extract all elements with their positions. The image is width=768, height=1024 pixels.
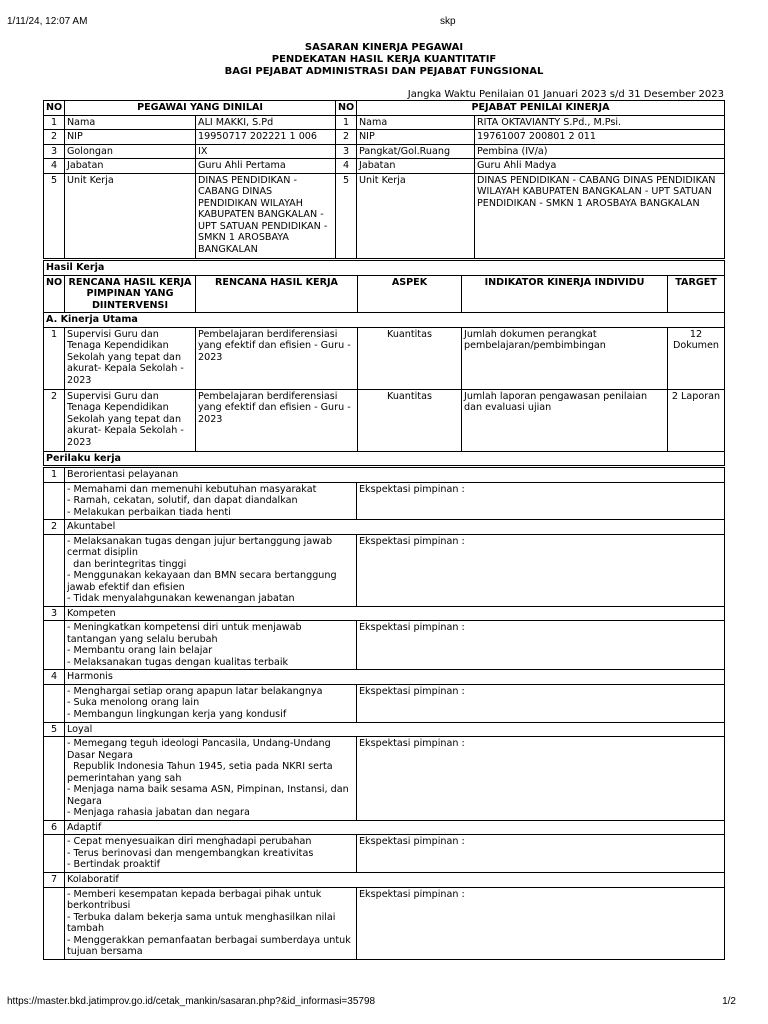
- perilaku-indicator-line: Republik Indonesia Tahun 1945, setia pada NKRI serta pemerintahan yang sah: [67, 761, 336, 784]
- perilaku-title-row: [44, 606, 725, 621]
- perilaku-blank-cell: [44, 887, 65, 959]
- row-no-2: 2: [336, 130, 357, 145]
- header-no: NO: [44, 101, 65, 116]
- row-rencana-pimpinan: Supervisi Guru dan Tenaga Kependidikan Sekolah yang tepat dan akurat- Kepala Sekolah - 2023: [65, 327, 196, 389]
- row-value: DINAS PENDIDIKAN - CABANG DINAS PENDIDIKAN WILAYAH KABUPATEN BANGKALAN - UPT SATUAN PENDIDIKAN - SMKN 1 AROSBAYA BANGKALAN: [196, 173, 336, 258]
- identity-header-row: [44, 101, 725, 116]
- row-no-2: 1: [336, 115, 357, 130]
- title-line-1: SASARAN KINERJA PEGAWAI: [304, 42, 464, 53]
- header-no-2: NO: [336, 101, 357, 116]
- perilaku-no: 4: [44, 670, 65, 685]
- row-value: 19950717 202221 1 006: [196, 130, 336, 145]
- row-value: IX: [196, 144, 336, 159]
- perilaku-indicator-line: - Terus berinovasi dan mengembangkan kreativitas: [67, 847, 314, 859]
- perilaku-title-row: [44, 873, 725, 888]
- perilaku-indicator-line: - Bertindak proaktif: [67, 859, 160, 870]
- row-value-2: 19761007 200801 2 011: [475, 130, 725, 145]
- perilaku-detail-row: [44, 534, 725, 606]
- row-label: NIP: [65, 130, 196, 145]
- perilaku-detail-row: [44, 482, 725, 520]
- perilaku-indicator-line: - Menghargai setiap orang apapun latar belakangnya: [67, 685, 323, 697]
- row-target: 2 Laporan: [668, 389, 725, 451]
- perilaku-blank-cell: [44, 737, 65, 821]
- perilaku-title: Adaptif: [65, 820, 725, 835]
- perilaku-indicators: [65, 737, 357, 821]
- perilaku-title: Kompeten: [65, 606, 725, 621]
- header-no: NO: [44, 275, 65, 313]
- perilaku-title: Akuntabel: [65, 520, 725, 535]
- print-page-title: skp: [440, 16, 456, 27]
- row-label-2: Jabatan: [357, 159, 475, 174]
- section-perilaku-kerja: Perilaku kerja: [44, 451, 725, 466]
- perilaku-indicator-line: - Tidak menyalahgunakan kewenangan jabatan: [67, 593, 295, 604]
- perilaku-title-row: [44, 820, 725, 835]
- ekspektasi-pimpinan: Ekspektasi pimpinan :: [357, 887, 725, 959]
- perilaku-detail-row: [44, 737, 725, 821]
- perilaku-blank-cell: [44, 684, 65, 722]
- header-penilai: PEJABAT PENILAI KINERJA: [357, 101, 725, 116]
- perilaku-blank-cell: [44, 534, 65, 606]
- row-label: Unit Kerja: [65, 173, 196, 258]
- perilaku-indicators: [65, 684, 357, 722]
- perilaku-no: 7: [44, 873, 65, 888]
- row-target: 12 Dokumen: [668, 327, 725, 389]
- identity-row: [44, 173, 725, 258]
- title-line-2: PENDEKATAN HASIL KERJA KUANTITATIF: [271, 54, 497, 65]
- row-no: 4: [44, 159, 65, 174]
- identity-table: [43, 100, 725, 259]
- header-indikator: INDIKATOR KINERJA INDIVIDU: [462, 275, 668, 313]
- perilaku-indicator-line: - Ramah, cekatan, solutif, dan dapat diandalkan: [67, 495, 298, 506]
- title-line-3: BAGI PEJABAT ADMINISTRASI DAN PEJABAT FUNGSIONAL: [224, 66, 544, 77]
- perilaku-indicators: [65, 482, 357, 520]
- perilaku-title: Berorientasi pelayanan: [65, 468, 725, 483]
- row-aspek: Kuantitas: [358, 389, 462, 451]
- assessment-period: Jangka Waktu Penilaian 01 Januari 2023 s/d 31 Desember 2023: [407, 89, 724, 100]
- row-indikator: Jumlah laporan pengawasan penilaian dan evaluasi ujian: [462, 389, 668, 451]
- ekspektasi-pimpinan: Ekspektasi pimpinan :: [357, 621, 725, 670]
- row-rencana: Pembelajaran berdiferensiasi yang efektif dan efisien - Guru - 2023: [196, 327, 358, 389]
- perilaku-indicator-line: - Membantu orang lain belajar: [67, 645, 213, 656]
- perilaku-blank-cell: [44, 482, 65, 520]
- row-value-2: Guru Ahli Madya: [475, 159, 725, 174]
- header-pegawai: PEGAWAI YANG DINILAI: [65, 101, 336, 116]
- header-aspek: ASPEK: [358, 275, 462, 313]
- perilaku-indicator-line: - Memahami dan memenuhi kebutuhan masyarakat: [67, 483, 317, 495]
- perilaku-indicator-line: - Menggunakan kekayaan dan BMN secara bertanggung jawab efektif dan efisien: [67, 570, 340, 593]
- row-no-2: 4: [336, 159, 357, 174]
- perilaku-title-row: [44, 722, 725, 737]
- row-value: Guru Ahli Pertama: [196, 159, 336, 174]
- perilaku-no: 6: [44, 820, 65, 835]
- perilaku-title-row: [44, 520, 725, 535]
- perilaku-detail-row: [44, 684, 725, 722]
- ekspektasi-pimpinan: Ekspektasi pimpinan :: [357, 737, 725, 821]
- perilaku-indicator-line: - Meningkatkan kompetensi diri untuk menjawab tantangan yang selalu berubah: [67, 622, 305, 645]
- row-value-2: Pembina (IV/a): [475, 144, 725, 159]
- print-url: https://master.bkd.jatimprov.go.id/cetak_mankin/sasaran.php?&id_informasi=35798: [7, 996, 376, 1007]
- ekspektasi-pimpinan: Ekspektasi pimpinan :: [357, 534, 725, 606]
- perilaku-blank-cell: [44, 835, 65, 873]
- row-value-2: RITA OKTAVIANTY S.Pd., M.Psi.: [475, 115, 725, 130]
- identity-row: [44, 159, 725, 174]
- perilaku-indicator-line: dan berintegritas tinggi: [67, 558, 187, 570]
- perilaku-indicator-line: - Melaksanakan tugas dengan kualitas terbaik: [67, 656, 289, 668]
- perilaku-indicators: [65, 621, 357, 670]
- perilaku-detail-row: [44, 835, 725, 873]
- ekspektasi-pimpinan: Ekspektasi pimpinan :: [357, 684, 725, 722]
- perilaku-indicator-line: - Menjaga nama baik sesama ASN, Pimpinan, Instansi, dan Negara: [67, 784, 352, 807]
- identity-row: [44, 115, 725, 130]
- perilaku-kerja-table: [43, 467, 725, 960]
- perilaku-indicators: [65, 887, 357, 959]
- perilaku-title-row: [44, 468, 725, 483]
- identity-row: [44, 130, 725, 145]
- perilaku-indicators: [65, 835, 357, 873]
- hasil-row: [44, 327, 725, 389]
- perilaku-no: 5: [44, 722, 65, 737]
- row-rencana: Pembelajaran berdiferensiasi yang efektif dan efisien - Guru - 2023: [196, 389, 358, 451]
- row-label-2: Pangkat/Gol.Ruang: [357, 144, 475, 159]
- row-label-2: NIP: [357, 130, 475, 145]
- row-label-2: Nama: [357, 115, 475, 130]
- row-no: 3: [44, 144, 65, 159]
- perilaku-indicator-line: - Menggerakkan pemanfaatan berbagai sumberdaya untuk tujuan bersama: [67, 934, 354, 957]
- perilaku-title: Harmonis: [65, 670, 725, 685]
- row-indikator: Jumlah dokumen perangkat pembelajaran/pembimbingan: [462, 327, 668, 389]
- perilaku-title: Kolaboratif: [65, 873, 725, 888]
- row-value: ALI MAKKI, S.Pd: [196, 115, 336, 130]
- perilaku-detail-row: [44, 887, 725, 959]
- hasil-row: [44, 389, 725, 451]
- document-titles: [0, 42, 768, 78]
- perilaku-body: [44, 468, 725, 960]
- row-no: 2: [44, 389, 65, 451]
- perilaku-indicator-line: - Memegang teguh ideologi Pancasila, Undang-Undang Dasar Negara: [67, 738, 334, 761]
- perilaku-indicator-line: - Menjaga rahasia jabatan dan negara: [67, 807, 250, 818]
- perilaku-indicator-line: - Membangun lingkungan kerja yang kondusif: [67, 708, 287, 720]
- perilaku-indicator-line: - Terbuka dalam bekerja sama untuk menghasilkan nilai tambah: [67, 911, 339, 934]
- perilaku-indicators: [65, 534, 357, 606]
- row-label: Nama: [65, 115, 196, 130]
- row-value-2: DINAS PENDIDIKAN - CABANG DINAS PENDIDIKAN WILAYAH KABUPATEN BANGKALAN - UPT SATUAN PENDIDIKAN - SMKN 1 AROSBAYA BANGKALAN: [475, 173, 725, 258]
- hasil-header-row: [44, 275, 725, 313]
- perilaku-no: 2: [44, 520, 65, 535]
- perilaku-indicator-line: - Memberi kesempatan kepada berbagai pihak untuk berkontribusi: [67, 888, 325, 911]
- section-hasil-kerja: Hasil Kerja: [44, 261, 725, 276]
- row-no: 5: [44, 173, 65, 258]
- row-aspek: Kuantitas: [358, 327, 462, 389]
- perilaku-title-row: [44, 670, 725, 685]
- row-label: Golongan: [65, 144, 196, 159]
- perilaku-detail-row: [44, 621, 725, 670]
- header-rencana-pimpinan: RENCANA HASIL KERJA PIMPINAN YANG DIINTERVENSI: [65, 275, 196, 313]
- ekspektasi-pimpinan: Ekspektasi pimpinan :: [357, 482, 725, 520]
- perilaku-indicator-line: - Melakukan perbaikan tiada henti: [67, 506, 231, 518]
- row-label-2: Unit Kerja: [357, 173, 475, 258]
- row-no: 1: [44, 327, 65, 389]
- perilaku-blank-cell: [44, 621, 65, 670]
- perilaku-indicator-line: - Suka menolong orang lain: [67, 697, 200, 708]
- perilaku-title: Loyal: [65, 722, 725, 737]
- perilaku-indicator-line: - Melaksanakan tugas dengan jujur bertanggung jawab cermat disiplin: [67, 535, 336, 558]
- row-no-2: 3: [336, 144, 357, 159]
- perilaku-indicator-line: - Cepat menyesuaikan diri menghadapi perubahan: [67, 836, 312, 847]
- perilaku-no: 1: [44, 468, 65, 483]
- row-no: 1: [44, 115, 65, 130]
- subsection-kinerja-utama: A. Kinerja Utama: [44, 313, 725, 328]
- row-no: 2: [44, 130, 65, 145]
- row-rencana-pimpinan: Supervisi Guru dan Tenaga Kependidikan Sekolah yang tepat dan akurat- Kepala Sekolah - 2023: [65, 389, 196, 451]
- print-datetime: 1/11/24, 12:07 AM: [7, 16, 88, 27]
- row-label: Jabatan: [65, 159, 196, 174]
- row-no-2: 5: [336, 173, 357, 258]
- print-page-number: 1/2: [722, 996, 736, 1007]
- perilaku-no: 3: [44, 606, 65, 621]
- header-target: TARGET: [668, 275, 725, 313]
- header-rencana: RENCANA HASIL KERJA: [196, 275, 358, 313]
- identity-row: [44, 144, 725, 159]
- hasil-kerja-table: [43, 260, 725, 466]
- ekspektasi-pimpinan: Ekspektasi pimpinan :: [357, 835, 725, 873]
